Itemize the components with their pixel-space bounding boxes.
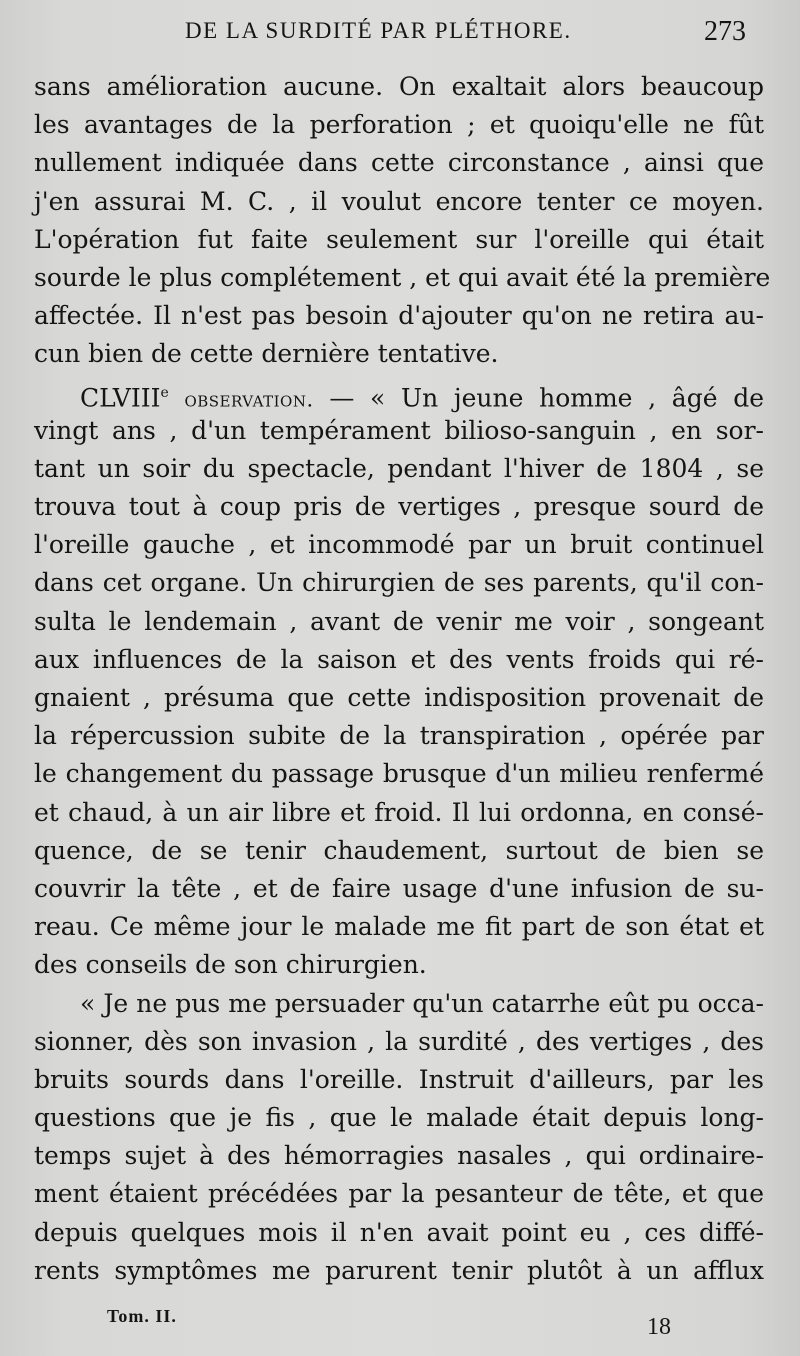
text-line: dans cet organe. Un chirurgien de ses parents, qu'il con- [34,568,764,598]
page-header [0,16,800,52]
text-line: L'opération fut faite seulement sur l'oreille qui était [34,224,764,254]
text-line: aux influences de la saison et des vents froids qui ré- [34,644,764,674]
page-number: 273 [704,16,746,47]
text-line: le changement du passage brusque d'un milieu renfermé [34,759,764,789]
text-line: sulta le lendemain , avant de venir me voir , songeant [34,606,764,636]
text-line: sans amélioration aucune. On exaltait alors beaucoup [34,72,764,101]
text-line: reau. Ce même jour le malade me fit part de son état et [34,912,764,942]
text-line: ment étaient précédées par la pesanteur de tête, et que [34,1179,764,1209]
text-line: gnaient , présuma que cette indisposition provenait de [34,683,764,712]
observation-superscript: e [160,384,169,401]
text-line: et chaud, à un air libre et froid. Il lui ordonna, en consé- [34,797,764,827]
page-footer [0,1306,800,1346]
text-line: couvrir la tête , et de faire usage d'une infusion de su- [34,873,764,903]
text-line: « Je ne pus me persuader qu'un catarrhe eût pu occa- [80,988,764,1018]
text-line: des conseils de son chirurgien. [34,950,427,980]
text-line: bruits sourds dans l'oreille. Instruit d'ailleurs, par les [34,1064,764,1094]
text-line: affectée. Il n'est pas besoin d'ajouter qu'on ne retira au- [34,301,764,331]
text-line: quence, de se tenir chaudement, surtout de bien se [34,835,764,865]
text-line: sionner, dès son invasion , la surdité , des vertiges , des [34,1026,764,1056]
text-line: cun bien de cette dernière tentative. [34,339,499,369]
observation-heading-line [34,374,764,412]
text-line: trouva tout à coup pris de vertiges , presque sourd de [34,492,764,522]
text-line: la répercussion subite de la transpiration , opérée par [34,721,764,751]
text-line: questions que je fis , que le malade était depuis long- [34,1103,764,1133]
volume-label: Tom. II. [107,1306,177,1326]
text-line: vingt ans , d'un tempérament bilioso-sanguin , en sor- [34,415,764,445]
text-line: sourde le plus complétement , et qui avait été la première [34,262,771,292]
text-line: nullement indiquée dans cette circonstance , ainsi que [34,148,764,178]
text-line: rents symptômes me parurent tenir plutôt à un afflux [34,1255,764,1285]
text-line: j'en assurai M. C. , il voulut encore tenter ce moyen. [34,186,764,216]
text-line: les avantages de la perforation ; et quoiqu'elle ne fût [34,110,764,140]
observation-first-line: — « Un jeune homme , âgé de [313,382,764,412]
observation-number: CLVIII [80,382,161,412]
text-line: l'oreille gauche , et incommodé par un bruit continuel [34,530,764,560]
observation-label: observation. [184,386,314,411]
body-text [34,68,771,1290]
signature-mark: 18 [647,1314,671,1340]
running-head: DE LA SURDITÉ PAR PLÉTHORE. [185,18,572,43]
text-line: depuis quelques mois il n'en avait point eu , ces diffé- [34,1217,764,1247]
text-line: tant un soir du spectacle, pendant l'hiver de 1804 , se [34,453,764,483]
text-line: temps sujet à des hémorragies nasales , qui ordinaire- [34,1141,764,1171]
